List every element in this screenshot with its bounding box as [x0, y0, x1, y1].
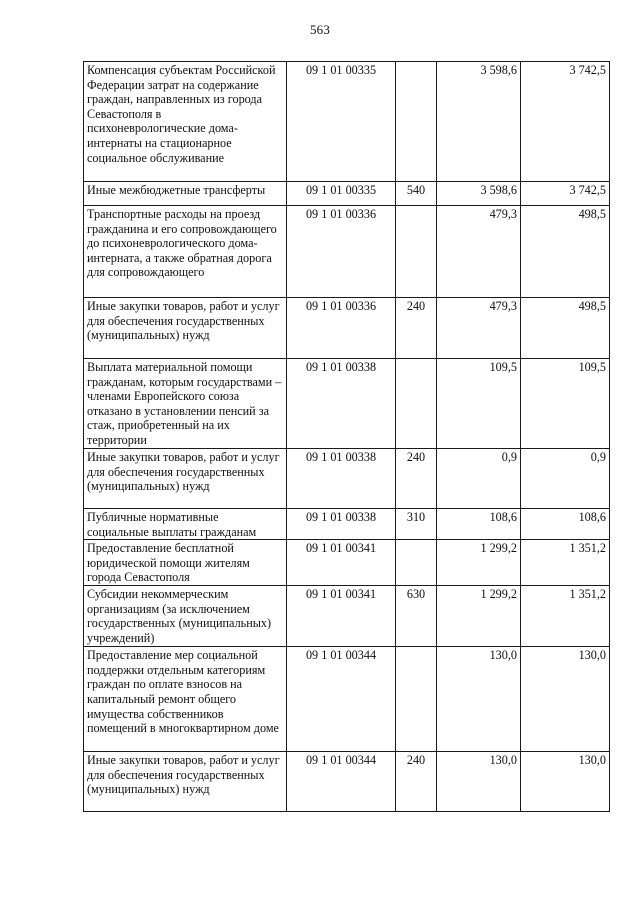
table-row: [84, 182, 610, 206]
target-article-code: 09 1 01 00338: [287, 449, 396, 509]
amount-year-1: 3 598,6: [437, 62, 521, 182]
expense-type-code: [396, 62, 437, 182]
amount-year-1: 108,6: [437, 509, 521, 540]
amount-year-1: 130,0: [437, 752, 521, 812]
row-description: Компенсация субъектам Российской Федерации затрат на содержание граждан, направленных из города Севастополя в психоневрологические дома-интернаты на стационарное социальное обслуживание: [84, 62, 287, 182]
table-row: [84, 647, 610, 752]
row-description: Иные закупки товаров, работ и услуг для обеспечения государственных (муниципальных) нужд: [84, 298, 287, 359]
row-description: Выплата материальной помощи гражданам, которым государствами – членами Европейского союза отказано в установлении пенсий за стаж, приобретенный на их территории: [84, 359, 287, 449]
table-row: [84, 298, 610, 359]
budget-table: [83, 61, 610, 812]
row-description: Публичные нормативные социальные выплаты гражданам: [84, 509, 287, 540]
amount-year-2: 130,0: [521, 752, 610, 812]
amount-year-2: 109,5: [521, 359, 610, 449]
amount-year-1: 1 299,2: [437, 540, 521, 586]
table-row: [84, 586, 610, 647]
amount-year-2: 1 351,2: [521, 586, 610, 647]
expense-type-code: 240: [396, 298, 437, 359]
target-article-code: 09 1 01 00341: [287, 586, 396, 647]
expense-type-code: 630: [396, 586, 437, 647]
expense-type-code: [396, 647, 437, 752]
amount-year-1: 479,3: [437, 206, 521, 298]
row-description: Предоставление мер социальной поддержки отдельным категориям граждан по оплате взносов на капитальный ремонт общего имущества собственников помещений в многоквартирном доме: [84, 647, 287, 752]
amount-year-2: 498,5: [521, 298, 610, 359]
amount-year-1: 479,3: [437, 298, 521, 359]
target-article-code: 09 1 01 00338: [287, 359, 396, 449]
amount-year-2: 108,6: [521, 509, 610, 540]
amount-year-1: 3 598,6: [437, 182, 521, 206]
table-row: [84, 359, 610, 449]
target-article-code: 09 1 01 00344: [287, 647, 396, 752]
amount-year-1: 1 299,2: [437, 586, 521, 647]
target-article-code: 09 1 01 00344: [287, 752, 396, 812]
table-row: [84, 206, 610, 298]
amount-year-1: 109,5: [437, 359, 521, 449]
row-description: Иные межбюджетные трансферты: [84, 182, 287, 206]
amount-year-2: 0,9: [521, 449, 610, 509]
row-description: Предоставление бесплатной юридической помощи жителям города Севастополя: [84, 540, 287, 586]
target-article-code: 09 1 01 00336: [287, 206, 396, 298]
row-description: Субсидии некоммерческим организациям (за исключением государственных (муниципальных) учреждений): [84, 586, 287, 647]
page-number: 563: [309, 22, 331, 37]
amount-year-2: 130,0: [521, 647, 610, 752]
table-row: [84, 449, 610, 509]
amount-year-2: 3 742,5: [521, 182, 610, 206]
amount-year-2: 1 351,2: [521, 540, 610, 586]
target-article-code: 09 1 01 00341: [287, 540, 396, 586]
expense-type-code: 240: [396, 449, 437, 509]
row-description: Транспортные расходы на проезд гражданина и его сопровождающего до психоневрологического дома-интерната, а также обратная дорога для сопровождающего: [84, 206, 287, 298]
target-article-code: 09 1 01 00335: [287, 62, 396, 182]
amount-year-1: 0,9: [437, 449, 521, 509]
row-description: Иные закупки товаров, работ и услуг для обеспечения государственных (муниципальных) нужд: [84, 752, 287, 812]
table-row: [84, 752, 610, 812]
target-article-code: 09 1 01 00338: [287, 509, 396, 540]
amount-year-2: 498,5: [521, 206, 610, 298]
expense-type-code: 540: [396, 182, 437, 206]
target-article-code: 09 1 01 00336: [287, 298, 396, 359]
table-row: [84, 509, 610, 540]
row-description: Иные закупки товаров, работ и услуг для обеспечения государственных (муниципальных) нужд: [84, 449, 287, 509]
amount-year-1: 130,0: [437, 647, 521, 752]
amount-year-2: 3 742,5: [521, 62, 610, 182]
expense-type-code: 310: [396, 509, 437, 540]
expense-type-code: [396, 359, 437, 449]
expense-type-code: 240: [396, 752, 437, 812]
target-article-code: 09 1 01 00335: [287, 182, 396, 206]
expense-type-code: [396, 206, 437, 298]
table-row: [84, 540, 610, 586]
table-row: [84, 62, 610, 182]
expense-type-code: [396, 540, 437, 586]
